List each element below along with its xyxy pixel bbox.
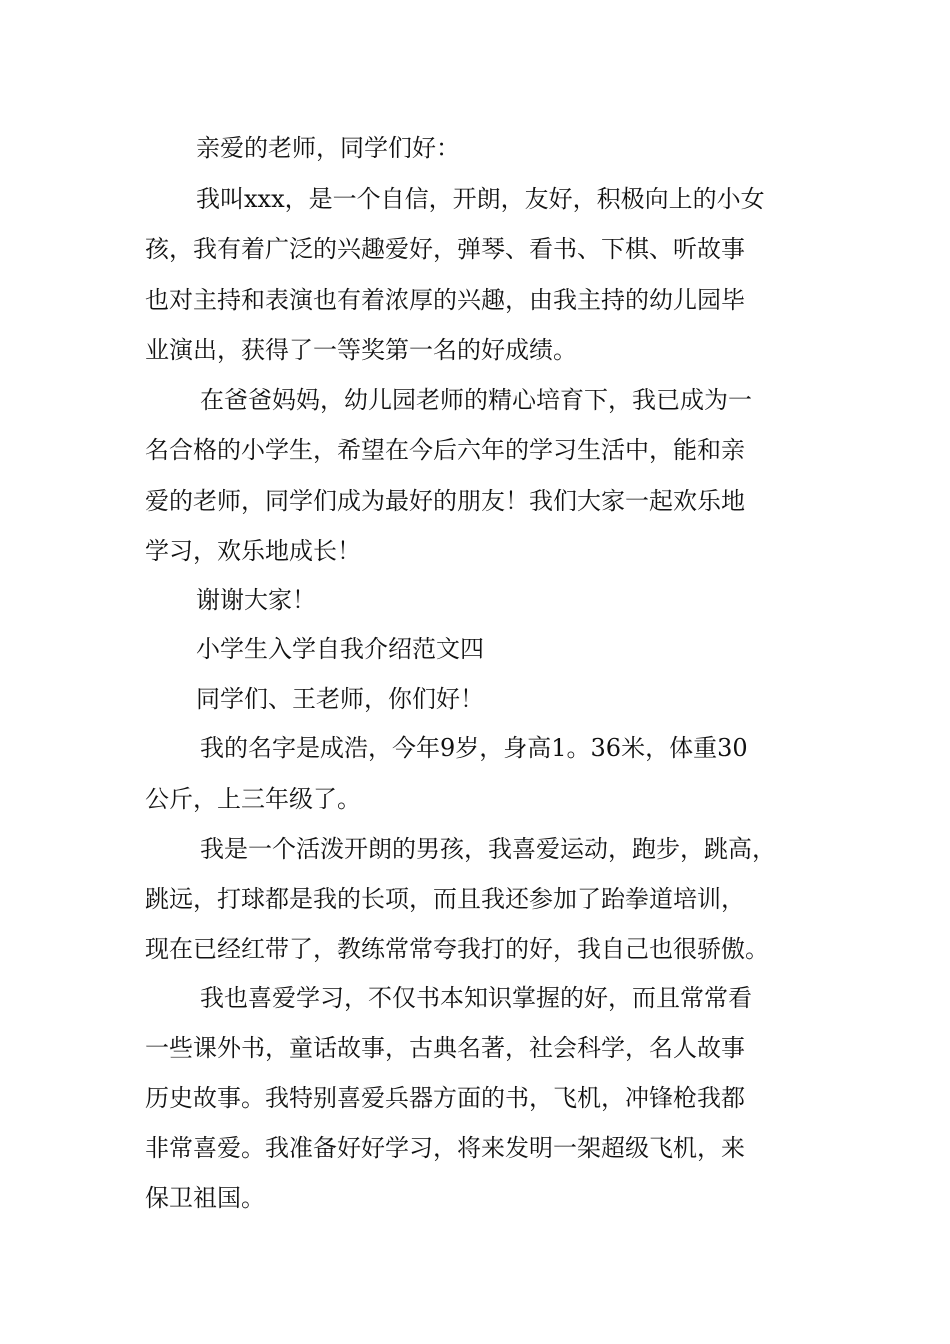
text-line: 学习，欢乐地成长！ xyxy=(145,537,361,565)
text-line: 我也喜爱学习，不仅书本知识掌握的好，而且常常看 xyxy=(200,984,752,1012)
text-line: 跳远，打球都是我的长项，而且我还参加了跆拳道培训， xyxy=(145,885,745,913)
text-line: 也对主持和表演也有着浓厚的兴趣，由我主持的幼儿园毕 xyxy=(145,286,745,314)
text-line-thanks: 谢谢大家！ xyxy=(196,586,316,614)
text-line: 我叫xxx，是一个自信，开朗，友好，积极向上的小女 xyxy=(196,185,765,213)
text-line: 一些课外书，童话故事，古典名著，社会科学，名人故事 xyxy=(145,1034,745,1062)
text-line: 保卫祖国。 xyxy=(145,1184,265,1212)
text-line: 我的名字是成浩，今年9岁，身高1。36米，体重30 xyxy=(200,734,748,762)
text-line: 我是一个活泼开朗的男孩，我喜爱运动，跑步，跳高， xyxy=(200,835,776,863)
text-line: 名合格的小学生，希望在今后六年的学习生活中，能和亲 xyxy=(145,436,745,464)
text-line: 在爸爸妈妈，幼儿园老师的精心培育下，我已成为一 xyxy=(200,386,752,414)
text-line: 孩，我有着广泛的兴趣爱好，弹琴、看书、下棋、听故事 xyxy=(145,235,745,263)
text-line: 现在已经红带了，教练常常夸我打的好，我自己也很骄傲。 xyxy=(145,935,769,963)
text-line: 业演出，获得了一等奖第一名的好成绩。 xyxy=(145,336,577,364)
text-line: 历史故事。我特别喜爱兵器方面的书，飞机，冲锋枪我都 xyxy=(145,1084,745,1112)
text-line: 公斤，上三年级了。 xyxy=(145,785,361,813)
section-heading: 小学生入学自我介绍范文四 xyxy=(196,635,484,663)
text-line-greeting: 亲爱的老师，同学们好： xyxy=(196,134,460,162)
text-line: 非常喜爱。我准备好好学习，将来发明一架超级飞机，来 xyxy=(145,1134,745,1162)
text-line: 爱的老师，同学们成为最好的朋友！我们大家一起欢乐地 xyxy=(145,487,745,515)
text-line-greeting: 同学们、王老师，你们好！ xyxy=(196,685,484,713)
